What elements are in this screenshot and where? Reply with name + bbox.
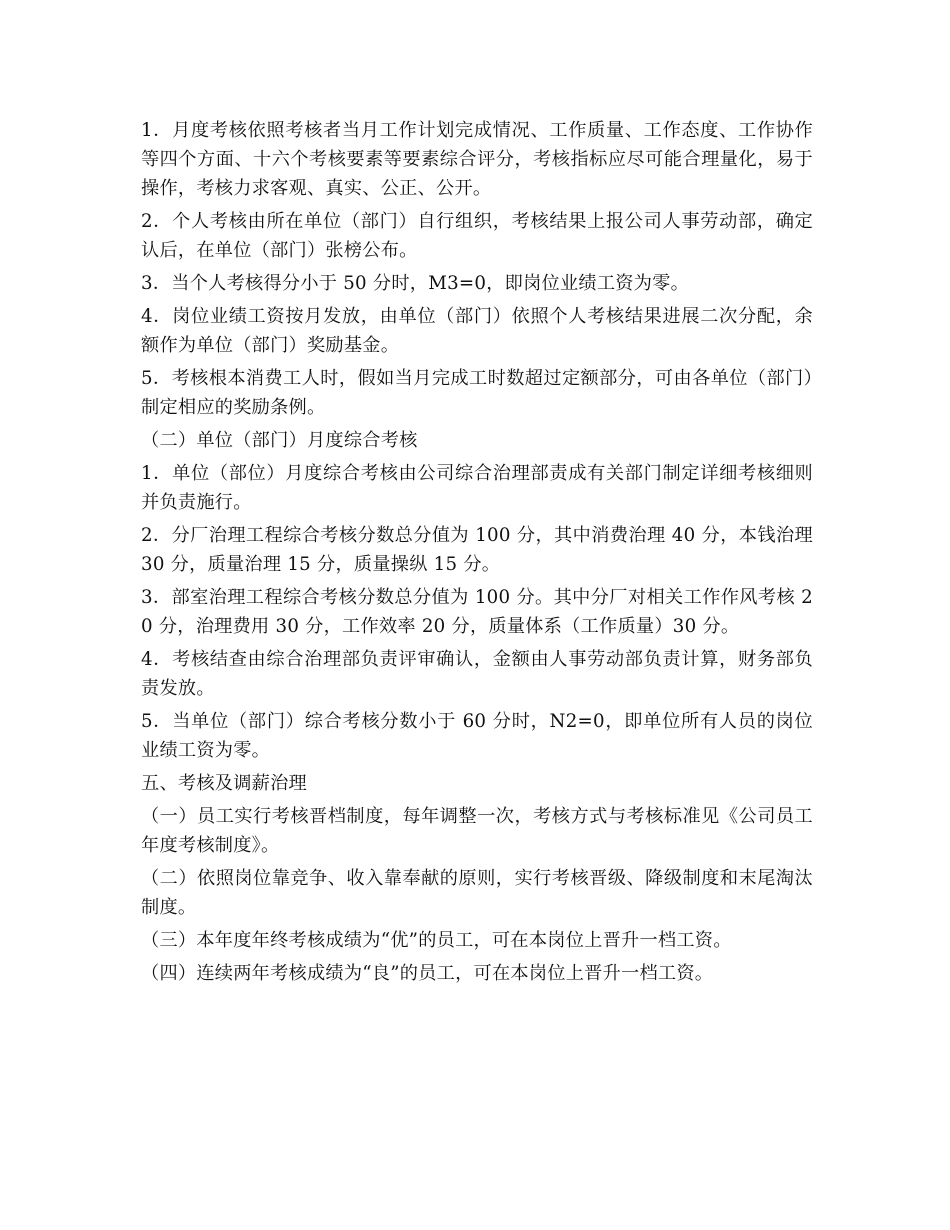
paragraph-3: 3．当个人考核得分小于 50 分时，M3=0，即岗位业绩工资为零。 xyxy=(141,273,690,294)
document-body xyxy=(141,116,813,992)
paragraph-12: （二）依照岗位靠竞争、收入靠奉献的原则，实行考核晋级、降级制度和末尾淘汰制度。 xyxy=(141,868,813,918)
paragraph-13: （三）本年度年终考核成绩为“优”的员工，可在本岗位上晋升一档工资。 xyxy=(141,930,732,951)
paragraph-7: 2．分厂治理工程综合考核分数总分值为 100 分，其中消费治理 40 分，本钱治理 30 分，质量治理 15 分，质量操纵 15 分。 xyxy=(141,525,813,575)
paragraph-6: 1．单位（部位）月度综合考核由公司综合治理部责成有关部门制定详细考核细则并负责施行。 xyxy=(141,463,813,513)
paragraph-1: 1．月度考核依照考核者当月工作计划完成情况、工作质量、工作态度、工作协作等四个方面、十六个考核要素等要素综合评分，考核指标应尽可能合理量化，易于操作，考核力求客观、真实、公正、公开。 xyxy=(141,120,813,199)
paragraph-8: 3．部室治理工程综合考核分数总分值为 100 分。其中分厂对相关工作作风考核 20 分，治理费用 30 分，工作效率 20 分，质量体系（工作质量）30 分。 xyxy=(141,587,813,637)
paragraph-9: 4．考核结查由综合治理部负责评审确认，金额由人事劳动部负责计算，财务部负责发放。 xyxy=(141,649,813,699)
paragraph-5: 5．考核根本消费工人时，假如当月完成工时数超过定额部分，可由各单位（部门）制定相应的奖励条例。 xyxy=(141,368,813,418)
paragraph-10: 5．当单位（部门）综合考核分数小于 60 分时，N2=0，即单位所有人员的岗位业绩工资为零。 xyxy=(141,711,813,761)
section-heading-unit-monthly-assessment: （二）单位（部门）月度综合考核 xyxy=(141,430,418,451)
paragraph-2: 2．个人考核由所在单位（部门）自行组织，考核结果上报公司人事劳动部，确定认后，在单位（部门）张榜公布。 xyxy=(141,211,813,261)
paragraph-4: 4．岗位业绩工资按月发放，由单位（部门）依照个人考核结果进展二次分配，余额作为单位（部门）奖励基金。 xyxy=(141,306,813,356)
section-heading-assessment-salary: 五、考核及调薪治理 xyxy=(141,773,307,794)
paragraph-11: （一）员工实行考核晋档制度，每年调整一次，考核方式与考核标准见《公司员工年度考核制度》。 xyxy=(141,806,813,856)
paragraph-14: （四）连续两年考核成绩为“良”的员工，可在本岗位上晋升一档工资。 xyxy=(141,963,714,984)
